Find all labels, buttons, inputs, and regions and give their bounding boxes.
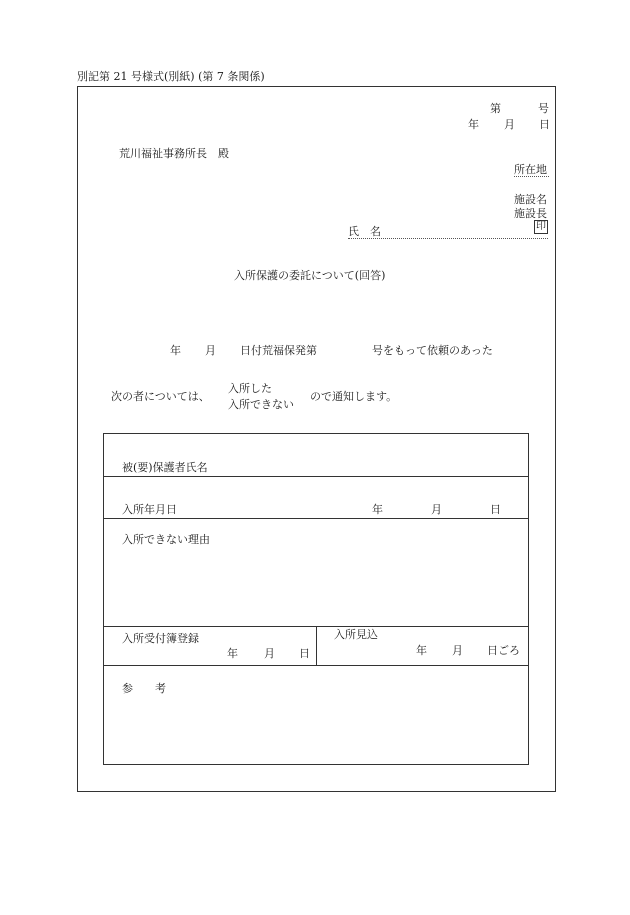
admission-date-day: 日 bbox=[490, 503, 501, 516]
registry-date-day: 日 bbox=[299, 647, 310, 660]
date-top-month: 月 bbox=[504, 118, 515, 131]
body-tail: ので通知します。 bbox=[310, 390, 398, 403]
table-divider-2 bbox=[103, 518, 529, 519]
expected-date-month: 月 bbox=[452, 644, 463, 657]
facility-head-label: 施設長 bbox=[514, 207, 547, 220]
body-request: 号をもって依頼のあった bbox=[372, 344, 493, 357]
number-dai: 第 bbox=[490, 102, 501, 115]
name-label: 氏 名 bbox=[348, 225, 381, 238]
info-table bbox=[103, 433, 529, 765]
body-lead: 次の者については、 bbox=[111, 390, 210, 403]
body-month: 月 bbox=[205, 344, 216, 357]
remarks-label: 参 考 bbox=[122, 682, 166, 695]
admission-date-label: 入所年月日 bbox=[122, 503, 177, 516]
location-underline bbox=[514, 176, 549, 177]
expected-date-day: 日ごろ bbox=[487, 644, 520, 657]
protected-person-name-label: 被(要)保護者氏名 bbox=[122, 461, 208, 474]
date-top-day: 日 bbox=[539, 118, 550, 131]
form-header: 別記第 21 号様式(別紙) (第 7 条関係) bbox=[77, 70, 265, 83]
location-label: 所在地 bbox=[514, 163, 547, 176]
expected-label: 入所見込 bbox=[334, 628, 378, 641]
table-divider-1 bbox=[103, 476, 529, 477]
name-signature-line bbox=[348, 238, 548, 239]
registry-date-month: 月 bbox=[264, 647, 275, 660]
admission-date-month: 月 bbox=[431, 503, 442, 516]
facility-name-label: 施設名 bbox=[514, 193, 547, 206]
admission-date-year: 年 bbox=[372, 503, 383, 516]
body-option-admitted: 入所した bbox=[228, 382, 272, 395]
date-top-year: 年 bbox=[468, 118, 479, 131]
seal-mark: 印 bbox=[536, 221, 546, 232]
body-option-not-admitted: 入所できない bbox=[228, 398, 294, 411]
registry-date-year: 年 bbox=[227, 647, 238, 660]
expected-date-year: 年 bbox=[416, 644, 427, 657]
table-vertical-divider bbox=[316, 626, 317, 665]
reason-label: 入所できない理由 bbox=[122, 533, 210, 546]
table-divider-4 bbox=[103, 665, 529, 666]
body-reference: 日付荒福保発第 bbox=[240, 344, 317, 357]
body-year: 年 bbox=[170, 344, 181, 357]
document-title: 入所保護の委託について(回答) bbox=[234, 269, 386, 282]
number-go: 号 bbox=[538, 102, 549, 115]
registry-label: 入所受付簿登録 bbox=[122, 632, 199, 645]
addressee: 荒川福祉事務所長 殿 bbox=[119, 147, 229, 160]
